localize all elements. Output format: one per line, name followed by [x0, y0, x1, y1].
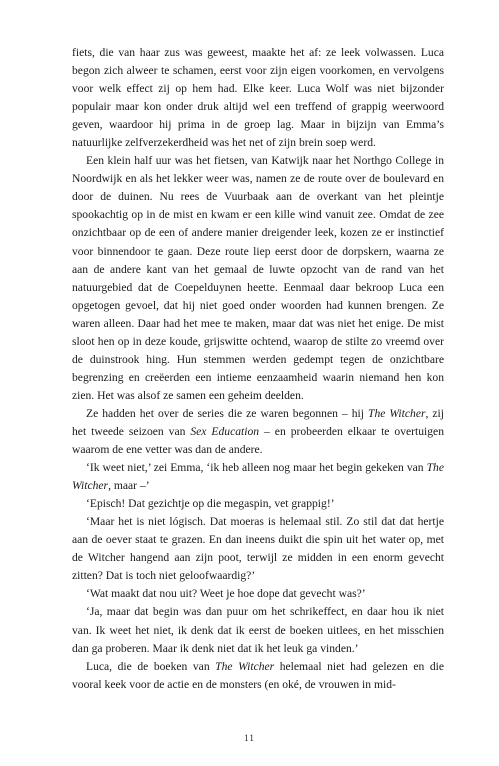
page-number: 11: [244, 733, 255, 743]
text-segment: ‘Ja, maar dat begin was dan puur om het schrikeffect, en daar hou ik niet van. Ik weet het niet, ik denk dat ik eerst de boeken uitlees, en het misschien dan ga proberen. Maar ik denk niet dat ik het leuk ga vinden.’: [72, 605, 444, 655]
text-segment: , maar –’: [108, 479, 150, 493]
text-segment: fiets, die van haar zus was geweest, maakte het af: ze leek volwassen. Luca begon zich alweer te schamen, eerst voor zijn eigen voorkomen, en vervolgens voor welk effect zij op hem had. Elke keer. Luca Wolf was niet bijzonder populair maar kon onder druk altijd wel een treffend of grappig weerwoord geven, waardoor hij prima in de groep lag. Maar in bijzijn van Emma’s natuurlijke zelfverzekerdheid was het net of zijn brein soep werd.: [72, 46, 444, 150]
paragraph: [72, 495, 444, 513]
italic-title: The Witcher: [368, 406, 426, 420]
text-segment: ‘Wat maakt dat nou uit? Weet je hoe dope dat gevecht was?’: [86, 587, 366, 601]
paragraph: [72, 152, 444, 405]
text-segment: Ze hadden het over de series die ze waren begonnen – hij: [86, 406, 368, 420]
paragraph: [72, 585, 444, 603]
text-segment: , zij het tweede seizoen van: [72, 406, 444, 438]
text-segment: ‘Episch! Dat gezichtje op die megaspin, vet grappig!’: [86, 497, 335, 511]
italic-title: The Witcher: [72, 461, 444, 493]
text-segment: Luca, die de boeken van: [86, 659, 216, 673]
paragraph: [72, 44, 444, 152]
text-segment: Een klein half uur was het fietsen, van Katwijk naar het Northgo College in Noordwijk en als het lekker weer was, namen ze de route over de boulevard en door de duinen. Nu rees de Vuurbaak aan de overkant van het pleintje spookachtig op in de mist en kwam er een kille wind vanuit zee. Omdat de zee onzichtbaar op de een of andere manier dreigender leek, kozen ze er instinctief voor binnendoor te gaan. Deze route liep eerst door de dorpskern, waarna ze aan de andere kant van het gemaal de luwte opzocht van de rand van het natuurgebied dat de Coepelduynen heette. Eenmaal daar bekroop Luca een opgetogen gevoel, dat hij niet goed onder woorden had kunnen brengen. Ze waren alleen. Daar had het mee te maken, maar dat was niet het enige. De mist sloot hen op in deze koude, grijswitte ochtend, waarop de stilte zo vreemd over de duinstrook hing. Hun stemmen werden gedempt tegen de onzichtbare begrenzing en creëerden een intieme eenzaamheid waarin niemand hen kon zien. Het was alsof ze samen een geheim deelden.: [72, 154, 444, 402]
paragraph: [72, 513, 444, 585]
paragraph: [72, 405, 444, 459]
italic-title: The Witcher: [215, 659, 275, 673]
text-segment: – en probeerden elkaar te overtuigen waarom de ene vetter was dan de andere.: [72, 424, 444, 457]
italic-title: Sex Education: [190, 424, 260, 438]
paragraph: [72, 603, 444, 657]
book-page-text: [72, 44, 444, 694]
paragraph: [72, 658, 444, 694]
text-segment: ‘Ik weet niet,’ zei Emma, ‘ik heb alleen nog maar het begin gekeken van: [86, 461, 427, 475]
text-segment: ‘Maar het is niet lógisch. Dat moeras is helemaal stil. Zo stil dat dat hertje aan de oever staat te grazen. En dan ineens duikt die spin uit het water op, met de Witcher hangend aan zijn poot, terwijl ze midden in een enorm gevecht zitten? Dat is toch niet geloofwaardig?’: [72, 515, 444, 583]
paragraph: [72, 459, 444, 495]
text-segment: helemaal niet had gelezen en die vooral keek voor de actie en de monsters (en oké, de vrouwen in mid-: [72, 659, 444, 691]
